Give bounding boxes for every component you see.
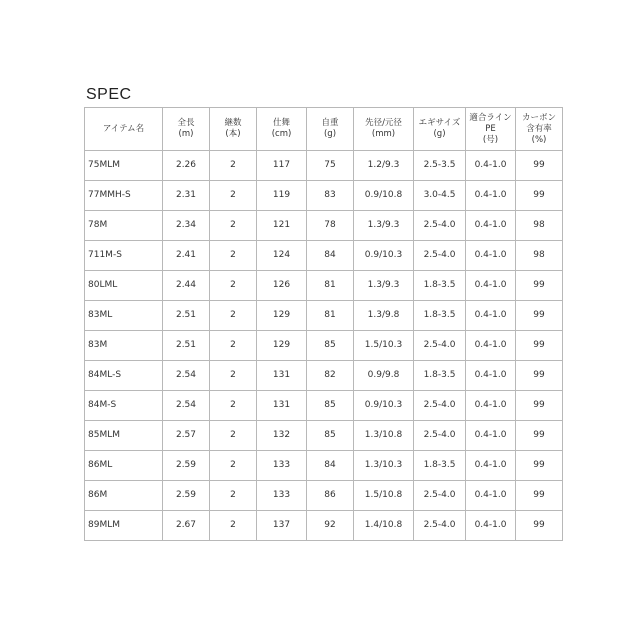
- table-row: [85, 451, 563, 481]
- page-title: SPEC: [86, 86, 132, 103]
- cell-length: 2.26: [163, 151, 210, 181]
- cell-closed-length: 133: [257, 451, 307, 481]
- column-header-weight: [307, 108, 354, 151]
- cell-weight: 86: [307, 481, 354, 511]
- cell-carbon-content: 98: [516, 241, 563, 271]
- cell-egi-size: 1.8-3.5: [414, 361, 466, 391]
- column-header-line: (mm): [371, 129, 396, 139]
- cell-closed-length: 132: [257, 421, 307, 451]
- cell-sections: 2: [210, 301, 257, 331]
- column-header-sections: [210, 108, 257, 151]
- column-header-line: (%): [531, 134, 547, 145]
- cell-line-pe: 0.4-1.0: [466, 271, 516, 301]
- table-row: [85, 151, 563, 181]
- cell-egi-size: 2.5-3.5: [414, 151, 466, 181]
- cell-egi-size: 2.5-4.0: [414, 421, 466, 451]
- cell-length: 2.59: [163, 481, 210, 511]
- column-header-line: 自重: [321, 118, 339, 128]
- cell-tip-butt-diameter: 0.9/10.8: [354, 181, 414, 211]
- cell-item-name: 83M: [85, 331, 163, 361]
- cell-tip-butt-diameter: 1.5/10.3: [354, 331, 414, 361]
- cell-weight: 92: [307, 511, 354, 541]
- cell-line-pe: 0.4-1.0: [466, 331, 516, 361]
- cell-tip-butt-diameter: 1.5/10.8: [354, 481, 414, 511]
- table-row: [85, 181, 563, 211]
- table-row: [85, 241, 563, 271]
- table-row: [85, 421, 563, 451]
- cell-egi-size: 2.5-4.0: [414, 391, 466, 421]
- cell-item-name: 85MLM: [85, 421, 163, 451]
- cell-carbon-content: 99: [516, 301, 563, 331]
- cell-length: 2.54: [163, 361, 210, 391]
- cell-weight: 85: [307, 331, 354, 361]
- cell-sections: 2: [210, 391, 257, 421]
- cell-weight: 75: [307, 151, 354, 181]
- column-header-line: 適合ライン: [469, 112, 512, 123]
- cell-tip-butt-diameter: 1.4/10.8: [354, 511, 414, 541]
- cell-line-pe: 0.4-1.0: [466, 301, 516, 331]
- cell-length: 2.41: [163, 241, 210, 271]
- cell-length: 2.44: [163, 271, 210, 301]
- cell-carbon-content: 99: [516, 511, 563, 541]
- cell-sections: 2: [210, 151, 257, 181]
- cell-carbon-content: 99: [516, 361, 563, 391]
- column-header-tip-butt-diameter: [354, 108, 414, 151]
- cell-closed-length: 119: [257, 181, 307, 211]
- cell-closed-length: 137: [257, 511, 307, 541]
- cell-tip-butt-diameter: 1.3/9.8: [354, 301, 414, 331]
- cell-closed-length: 131: [257, 361, 307, 391]
- cell-weight: 83: [307, 181, 354, 211]
- cell-closed-length: 129: [257, 301, 307, 331]
- table-header-row: [85, 108, 563, 151]
- column-header-line: (cm): [271, 129, 292, 139]
- cell-length: 2.51: [163, 331, 210, 361]
- column-header-line: (号): [482, 134, 499, 145]
- cell-carbon-content: 99: [516, 151, 563, 181]
- column-header-egi-size: [414, 108, 466, 151]
- cell-egi-size: 2.5-4.0: [414, 211, 466, 241]
- cell-sections: 2: [210, 211, 257, 241]
- cell-length: 2.57: [163, 421, 210, 451]
- cell-sections: 2: [210, 181, 257, 211]
- cell-weight: 78: [307, 211, 354, 241]
- cell-item-name: 84ML-S: [85, 361, 163, 391]
- column-header-line: アイテム名: [102, 123, 145, 134]
- cell-item-name: 86M: [85, 481, 163, 511]
- cell-item-name: 89MLM: [85, 511, 163, 541]
- cell-tip-butt-diameter: 0.9/10.3: [354, 391, 414, 421]
- table-row: [85, 361, 563, 391]
- cell-egi-size: 1.8-3.5: [414, 301, 466, 331]
- table-row: [85, 331, 563, 361]
- column-header-line: 全長: [177, 118, 195, 128]
- cell-sections: 2: [210, 421, 257, 451]
- cell-egi-size: 3.0-4.5: [414, 181, 466, 211]
- cell-line-pe: 0.4-1.0: [466, 151, 516, 181]
- cell-carbon-content: 98: [516, 211, 563, 241]
- table-row: [85, 211, 563, 241]
- column-header-line: 仕舞: [272, 118, 290, 128]
- column-header-line: カーボン: [521, 112, 556, 123]
- column-header-line: 継数: [224, 118, 242, 128]
- cell-carbon-content: 99: [516, 481, 563, 511]
- cell-weight: 85: [307, 421, 354, 451]
- column-header-line-pe: [466, 108, 516, 151]
- table-row: [85, 481, 563, 511]
- column-header-closed-length: [257, 108, 307, 151]
- cell-weight: 82: [307, 361, 354, 391]
- cell-length: 2.67: [163, 511, 210, 541]
- cell-carbon-content: 99: [516, 421, 563, 451]
- cell-sections: 2: [210, 451, 257, 481]
- table-row: [85, 511, 563, 541]
- column-header-carbon-content: [516, 108, 563, 151]
- cell-sections: 2: [210, 271, 257, 301]
- cell-line-pe: 0.4-1.0: [466, 361, 516, 391]
- cell-carbon-content: 99: [516, 181, 563, 211]
- column-header-line: (g): [433, 129, 446, 139]
- cell-egi-size: 2.5-4.0: [414, 331, 466, 361]
- column-header-item-name: [85, 108, 163, 151]
- column-header-line: (m): [178, 129, 194, 139]
- spec-table: [84, 107, 563, 541]
- cell-line-pe: 0.4-1.0: [466, 481, 516, 511]
- cell-closed-length: 124: [257, 241, 307, 271]
- cell-egi-size: 1.8-3.5: [414, 451, 466, 481]
- cell-item-name: 83ML: [85, 301, 163, 331]
- cell-weight: 84: [307, 241, 354, 271]
- cell-weight: 85: [307, 391, 354, 421]
- cell-item-name: 86ML: [85, 451, 163, 481]
- cell-tip-butt-diameter: 1.3/9.3: [354, 211, 414, 241]
- cell-sections: 2: [210, 361, 257, 391]
- column-header-line: PE: [485, 123, 496, 134]
- cell-egi-size: 2.5-4.0: [414, 481, 466, 511]
- cell-length: 2.54: [163, 391, 210, 421]
- cell-tip-butt-diameter: 1.3/9.3: [354, 271, 414, 301]
- column-header-line: (本): [225, 129, 241, 139]
- cell-length: 2.31: [163, 181, 210, 211]
- cell-carbon-content: 99: [516, 451, 563, 481]
- cell-closed-length: 121: [257, 211, 307, 241]
- cell-item-name: 711M-S: [85, 241, 163, 271]
- cell-item-name: 80LML: [85, 271, 163, 301]
- cell-weight: 81: [307, 301, 354, 331]
- cell-sections: 2: [210, 481, 257, 511]
- cell-tip-butt-diameter: 0.9/10.3: [354, 241, 414, 271]
- table-body: [85, 151, 563, 541]
- cell-closed-length: 131: [257, 391, 307, 421]
- cell-tip-butt-diameter: 1.2/9.3: [354, 151, 414, 181]
- cell-line-pe: 0.4-1.0: [466, 391, 516, 421]
- column-header-length: [163, 108, 210, 151]
- cell-tip-butt-diameter: 0.9/9.8: [354, 361, 414, 391]
- cell-line-pe: 0.4-1.0: [466, 451, 516, 481]
- cell-line-pe: 0.4-1.0: [466, 421, 516, 451]
- table-row: [85, 271, 563, 301]
- cell-egi-size: 2.5-4.0: [414, 511, 466, 541]
- cell-closed-length: 117: [257, 151, 307, 181]
- cell-closed-length: 133: [257, 481, 307, 511]
- cell-item-name: 84M-S: [85, 391, 163, 421]
- cell-item-name: 75MLM: [85, 151, 163, 181]
- cell-egi-size: 1.8-3.5: [414, 271, 466, 301]
- table-row: [85, 301, 563, 331]
- cell-carbon-content: 99: [516, 331, 563, 361]
- cell-egi-size: 2.5-4.0: [414, 241, 466, 271]
- cell-item-name: 78M: [85, 211, 163, 241]
- column-header-line: 含有率: [526, 123, 552, 134]
- column-header-line: (g): [323, 129, 337, 139]
- table-row: [85, 391, 563, 421]
- cell-item-name: 77MMH-S: [85, 181, 163, 211]
- cell-length: 2.34: [163, 211, 210, 241]
- cell-sections: 2: [210, 511, 257, 541]
- column-header-line: 先径/元径: [365, 118, 402, 128]
- cell-line-pe: 0.4-1.0: [466, 181, 516, 211]
- cell-weight: 84: [307, 451, 354, 481]
- cell-line-pe: 0.4-1.0: [466, 511, 516, 541]
- cell-sections: 2: [210, 241, 257, 271]
- cell-line-pe: 0.4-1.0: [466, 241, 516, 271]
- cell-line-pe: 0.4-1.0: [466, 211, 516, 241]
- cell-weight: 81: [307, 271, 354, 301]
- cell-closed-length: 129: [257, 331, 307, 361]
- cell-length: 2.59: [163, 451, 210, 481]
- cell-carbon-content: 99: [516, 271, 563, 301]
- column-header-line: エギサイズ: [418, 118, 461, 128]
- cell-closed-length: 126: [257, 271, 307, 301]
- cell-carbon-content: 99: [516, 391, 563, 421]
- cell-length: 2.51: [163, 301, 210, 331]
- cell-tip-butt-diameter: 1.3/10.3: [354, 451, 414, 481]
- cell-tip-butt-diameter: 1.3/10.8: [354, 421, 414, 451]
- cell-sections: 2: [210, 331, 257, 361]
